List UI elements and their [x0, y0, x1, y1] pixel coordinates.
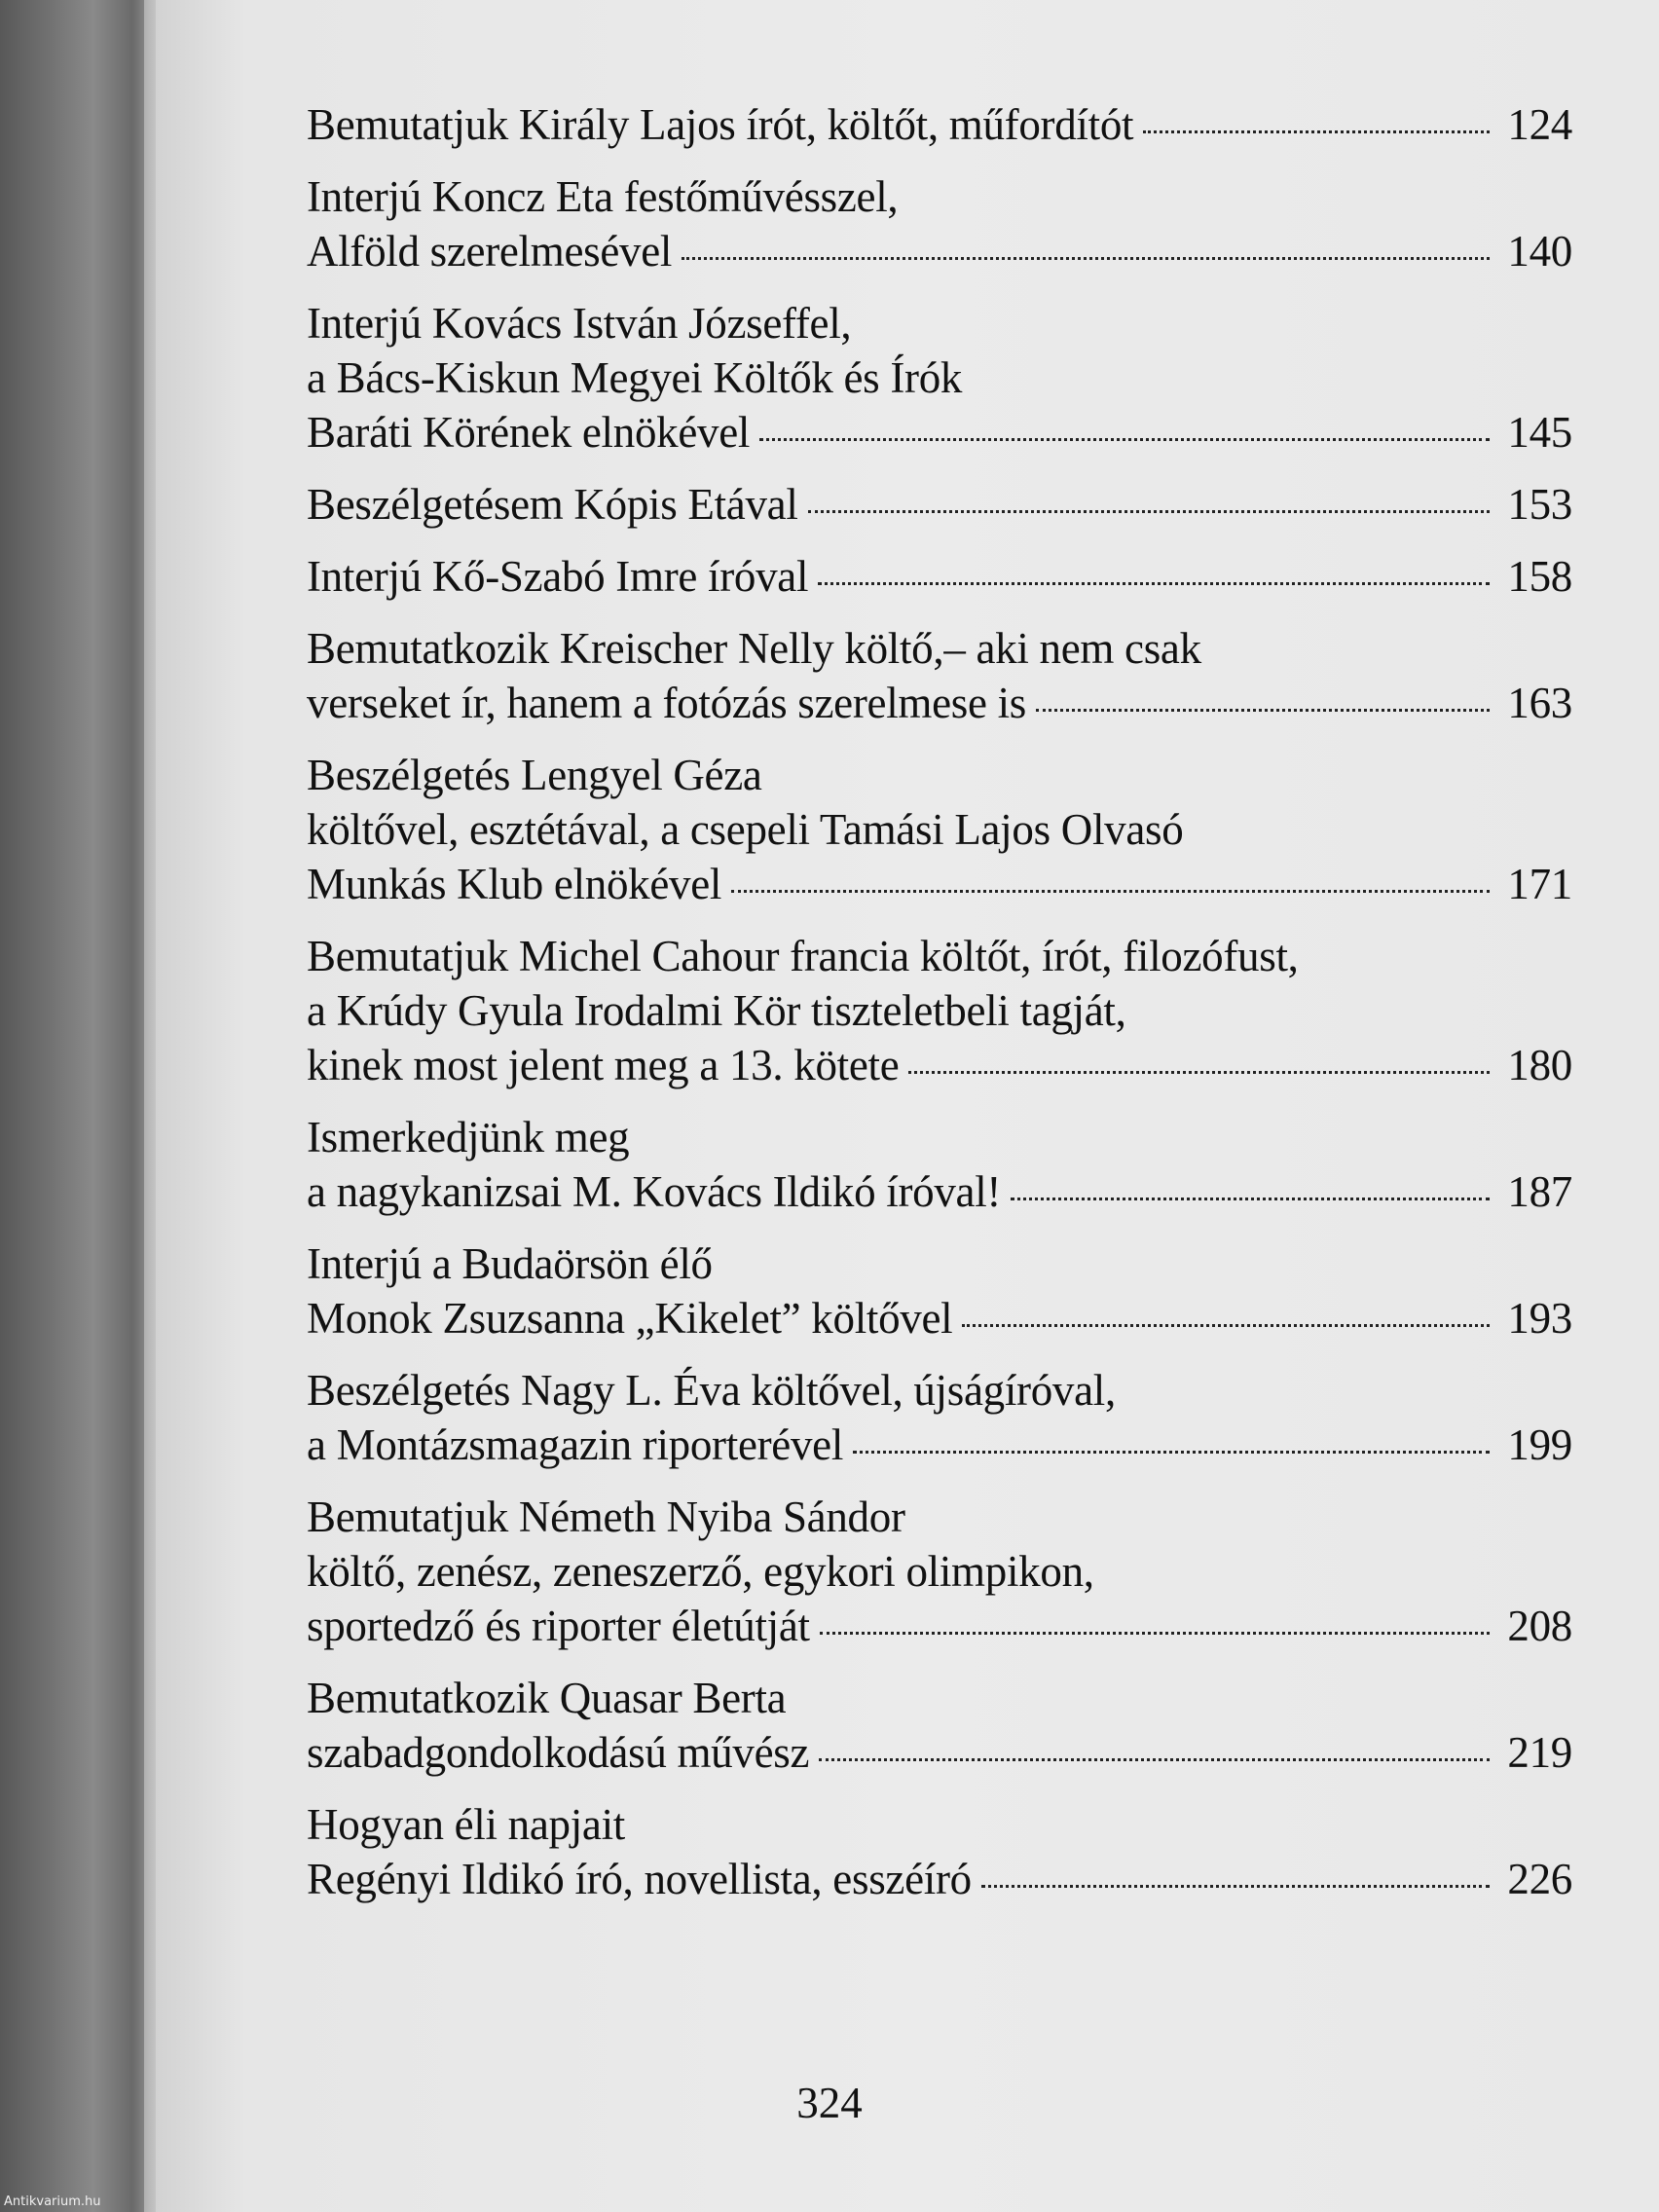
dot-leader [962, 1324, 1490, 1327]
toc-entry [307, 1110, 1572, 1219]
dot-leader [853, 1451, 1490, 1454]
toc-page-number: 145 [1507, 408, 1572, 457]
toc-entry [307, 621, 1572, 730]
dot-leader [731, 890, 1490, 893]
toc-page-number: 226 [1507, 1855, 1572, 1903]
toc-entry-title: a nagykanizsai M. Kovács Ildikó íróval! [307, 1167, 1002, 1216]
toc-entry-line: Interjú Kovács István Józseffel, [307, 299, 852, 348]
toc-entry-final-line [307, 1599, 1572, 1653]
toc-entry [307, 1671, 1572, 1780]
toc-entry-final-line [307, 1725, 1572, 1780]
toc-entry-line: Bemutatkozik Kreischer Nelly költő,– aki nem csak [307, 624, 1201, 673]
toc-entry [307, 549, 1572, 604]
dot-leader [1036, 709, 1490, 712]
book-spine-shadow [0, 0, 156, 2212]
page-number: 324 [796, 2079, 863, 2127]
dot-leader [808, 510, 1490, 513]
toc-page-number: 193 [1507, 1294, 1572, 1343]
toc-entry [307, 1236, 1572, 1346]
toc-entry-final-line [307, 1164, 1572, 1219]
dot-leader [1011, 1198, 1490, 1200]
toc-entry-line: a Krúdy Gyula Irodalmi Kör tiszteletbeli tagját, [307, 986, 1126, 1035]
toc-entry-title: Monok Zsuzsanna „Kikelet” költővel [307, 1294, 953, 1343]
toc-entry-title: a Montázsmagazin riporterével [307, 1420, 844, 1469]
toc-entry [307, 1490, 1572, 1653]
toc-entry-title: szabadgondolkodású művész [307, 1728, 810, 1777]
dot-leader [759, 438, 1490, 441]
toc-entry-line: Bemutatjuk Michel Cahour francia költőt, írót, filozófust, [307, 932, 1299, 980]
toc-entry-title: Alföld szerelmesével [307, 227, 673, 276]
toc-entry [307, 748, 1572, 911]
toc-entry-final-line [307, 477, 1572, 532]
toc-entry-final-line [307, 857, 1572, 911]
toc-entry-final-line [307, 224, 1572, 278]
toc-entry-final-line [307, 97, 1572, 152]
watermark: Antikvarium.hu [4, 2194, 101, 2209]
dot-leader [908, 1071, 1490, 1074]
toc-entry-final-line [307, 549, 1572, 604]
toc-page-number: 208 [1507, 1602, 1572, 1650]
toc-entry-title: Regényi Ildikó író, novellista, esszéíró [307, 1855, 972, 1903]
toc-entry-title: Munkás Klub elnökével [307, 860, 722, 908]
table-of-contents [307, 97, 1572, 1924]
toc-entry-line: költő, zenész, zeneszerző, egykori olimpikon, [307, 1547, 1094, 1596]
dot-leader [682, 257, 1490, 260]
dot-leader [820, 1632, 1490, 1635]
toc-entry-line: Interjú a Budaörsön élő [307, 1239, 713, 1288]
toc-entry [307, 1363, 1572, 1472]
dot-leader [1143, 130, 1490, 133]
dot-leader [818, 582, 1490, 585]
toc-entry-final-line [307, 405, 1572, 460]
toc-entry-final-line [307, 1852, 1572, 1906]
toc-entry-line: Beszélgetés Nagy L. Éva költővel, újságíróval, [307, 1366, 1116, 1415]
toc-entry-line: Ismerkedjünk meg [307, 1113, 630, 1161]
toc-entry [307, 477, 1572, 532]
toc-entry-line: a Bács-Kiskun Megyei Költők és Írók [307, 353, 963, 402]
toc-entry-line: Bemutatkozik Quasar Berta [307, 1674, 787, 1722]
toc-entry [307, 97, 1572, 152]
toc-page-number: 219 [1507, 1728, 1572, 1777]
toc-entry-final-line [307, 1291, 1572, 1346]
toc-entry-title: Interjú Kő-Szabó Imre íróval [307, 552, 809, 601]
toc-entry-line: Bemutatjuk Németh Nyiba Sándor [307, 1493, 905, 1541]
toc-entry-title: Beszélgetésem Kópis Etával [307, 480, 798, 529]
toc-entry-line: Interjú Koncz Eta festőművésszel, [307, 172, 899, 221]
toc-entry-title: Bemutatjuk Király Lajos írót, költőt, műfordítót [307, 100, 1134, 149]
toc-page-number: 171 [1507, 860, 1572, 908]
toc-page-number: 140 [1507, 227, 1572, 276]
toc-entry-title: verseket ír, hanem a fotózás szerelmese is [307, 679, 1027, 727]
toc-page-number: 180 [1507, 1041, 1572, 1089]
toc-page-number: 124 [1507, 100, 1572, 149]
toc-entry-title: Baráti Körének elnökével [307, 408, 751, 457]
toc-entry-final-line [307, 1038, 1572, 1092]
toc-entry-final-line [307, 1418, 1572, 1472]
toc-entry-line: Hogyan éli napjait [307, 1800, 626, 1849]
toc-page-number: 163 [1507, 679, 1572, 727]
toc-entry-title: kinek most jelent meg a 13. kötete [307, 1041, 900, 1089]
dot-leader [981, 1885, 1490, 1888]
toc-page-number: 153 [1507, 480, 1572, 529]
toc-entry-final-line [307, 676, 1572, 730]
toc-entry-line: költővel, esztétával, a csepeli Tamási Lajos Olvasó [307, 805, 1184, 854]
toc-entry [307, 929, 1572, 1092]
toc-entry [307, 1797, 1572, 1906]
toc-entry-line: Beszélgetés Lengyel Géza [307, 751, 762, 799]
toc-page-number: 158 [1507, 552, 1572, 601]
toc-page-number: 199 [1507, 1420, 1572, 1469]
toc-entry-title: sportedző és riporter életútját [307, 1602, 810, 1650]
toc-entry [307, 169, 1572, 278]
dot-leader [819, 1758, 1490, 1761]
toc-page-number: 187 [1507, 1167, 1572, 1216]
toc-entry [307, 296, 1572, 460]
